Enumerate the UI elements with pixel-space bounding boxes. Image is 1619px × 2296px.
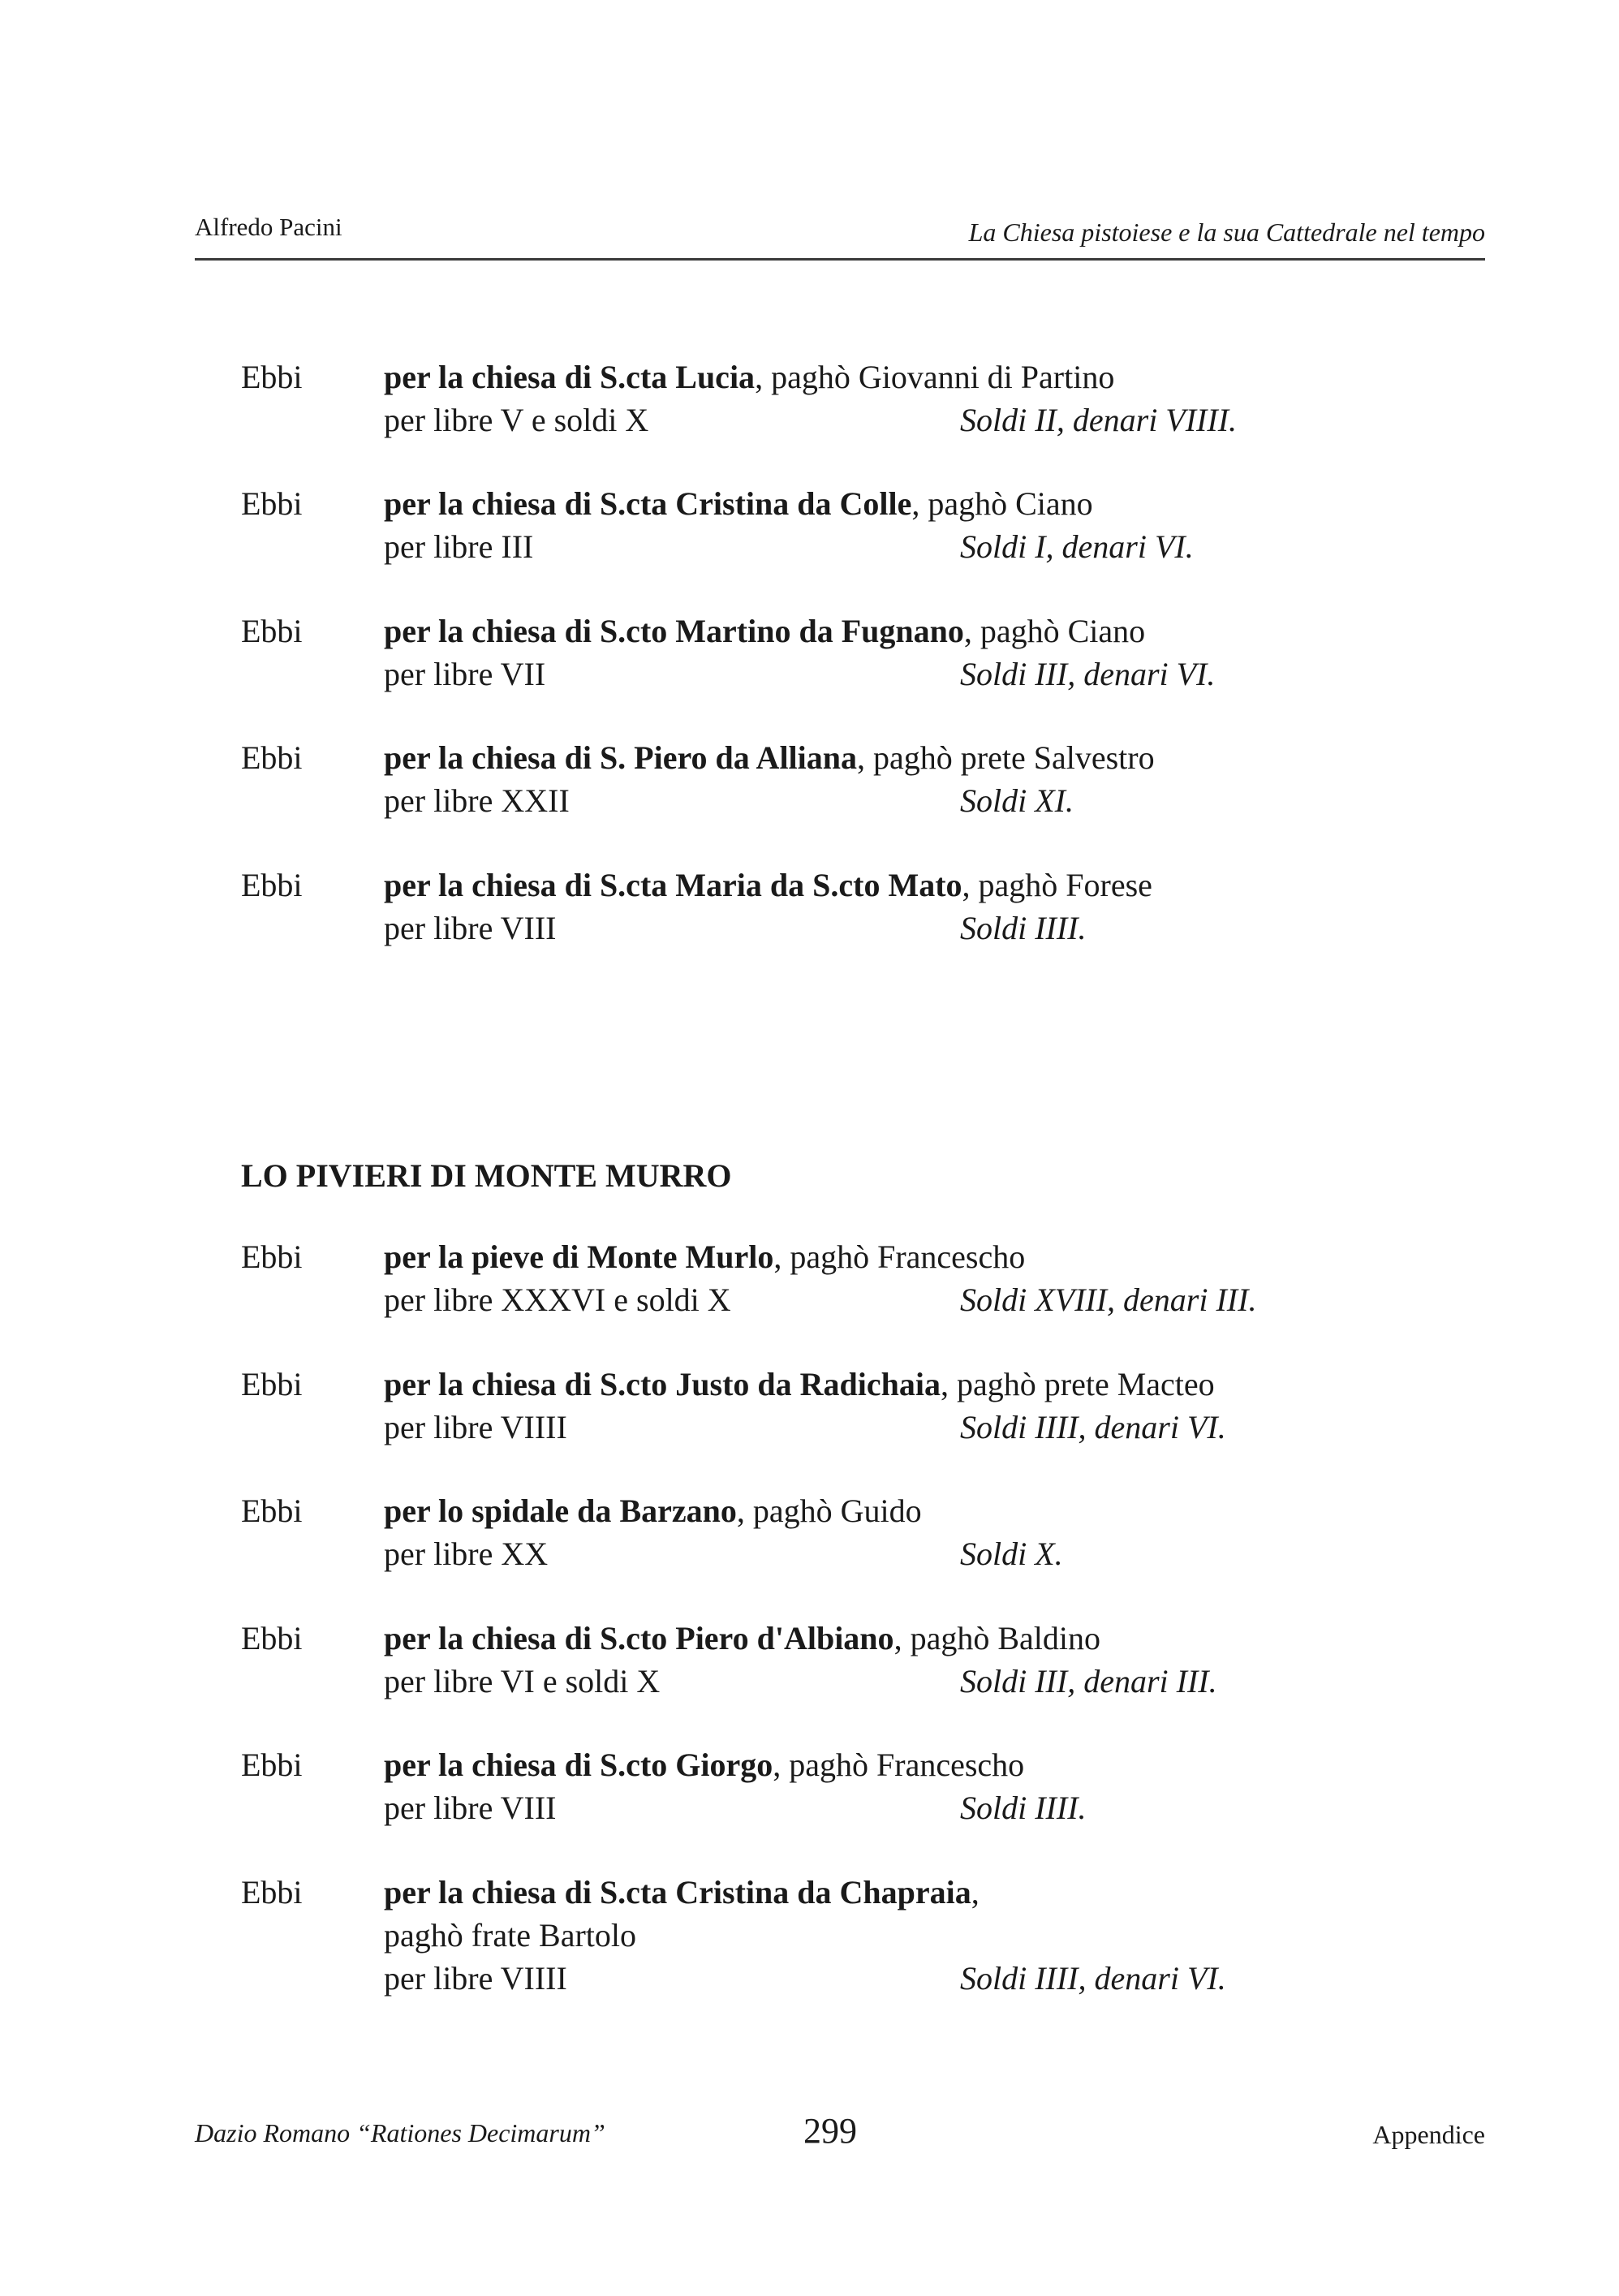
footer-section: Appendice: [1372, 2120, 1485, 2149]
entry-detail-text: per libre VIIII: [384, 1409, 567, 1445]
entry-heading-line: [384, 1363, 1471, 1406]
running-footer: [195, 2110, 1485, 2159]
entry-detail-text: per libre VIII: [384, 1790, 557, 1826]
entry-heading-line: [384, 1743, 1471, 1786]
entry-amount: Soldi IIII.: [960, 910, 1087, 946]
entry-label: Ebbi: [241, 1874, 303, 1910]
entry-amount: Soldi III, denari III.: [960, 1663, 1217, 1699]
entry-intro: per la chiesa di: [384, 1366, 592, 1402]
church-name: S.cto Giorgo: [599, 1747, 773, 1783]
entry-detail-line: [384, 1786, 1471, 1829]
payer: , paghò Ciano: [963, 613, 1146, 649]
entry-label: Ebbi: [241, 1620, 303, 1656]
entry-detail-text: per libre VIIII: [384, 1960, 567, 1997]
entry-intro: per la chiesa di: [384, 867, 592, 903]
payer: , paghò Forese: [962, 867, 1152, 903]
entry-text: [384, 1617, 1471, 1703]
entry-detail-text: per libre XX: [384, 1536, 549, 1572]
entry-text: [384, 1743, 1471, 1829]
section-title: LO PIVIERI DI MONTE MURRO: [241, 1157, 732, 1194]
payer: , paghò prete Salvestro: [857, 739, 1155, 776]
entry-text: [384, 864, 1471, 950]
church-name: S.cta Cristina da Colle: [599, 485, 912, 522]
entry-detail-line: [384, 1532, 1471, 1575]
entry-amount: Soldi XVIII, denari III.: [960, 1282, 1257, 1318]
entry-amount: Soldi X.: [960, 1536, 1063, 1572]
entry-detail-line: [384, 1278, 1471, 1321]
payer: , paghò Francescho: [773, 1238, 1026, 1275]
entry-heading-line: [384, 864, 1471, 907]
entry-intro: per la chiesa di: [384, 1747, 592, 1783]
entry-text: [384, 1489, 1471, 1575]
entry-intro: per lo spidale da: [384, 1493, 612, 1529]
entry-detail-line: [384, 653, 1471, 696]
entry-heading-line: [384, 1871, 1471, 1914]
entry-intro: per la chiesa di: [384, 485, 592, 522]
church-name: S.cto Justo da Radichaia: [599, 1366, 941, 1402]
entry-label: Ebbi: [241, 1238, 303, 1275]
entry-amount: Soldi XI.: [960, 782, 1074, 819]
entry-detail-line: [384, 1957, 1471, 2000]
church-name: Monte Murlo: [587, 1238, 774, 1275]
entry-detail-line: [384, 1914, 1471, 1957]
payer: , paghò prete Macteo: [941, 1366, 1215, 1402]
entry-detail-text: paghò frate Bartolo: [384, 1917, 636, 1954]
entry-intro: per la chiesa di: [384, 613, 592, 649]
entry-amount: Soldi IIII, denari VI.: [960, 1960, 1226, 1997]
entry-detail-text: per libre VI e soldi X: [384, 1663, 661, 1699]
entry-detail-line: [384, 779, 1471, 822]
entry-amount: Soldi II, denari VIIII.: [960, 402, 1238, 438]
entry-detail-text: per libre V e soldi X: [384, 402, 649, 438]
church-name: S.cta Lucia: [599, 359, 756, 395]
entry-amount: Soldi I, denari VI.: [960, 528, 1194, 565]
entry-heading-line: [384, 610, 1471, 653]
church-name: S.cto Piero d'Albiano: [599, 1620, 894, 1656]
entry-heading-line: [384, 482, 1471, 525]
entry-label: Ebbi: [241, 739, 303, 776]
entry-label: Ebbi: [241, 613, 303, 649]
entry-heading-line: [384, 736, 1471, 779]
entry-label: Ebbi: [241, 1366, 303, 1402]
entry-detail-line: [384, 525, 1471, 568]
entry-amount: Soldi III, denari VI.: [960, 656, 1216, 692]
entry-text: [384, 736, 1471, 822]
entry-detail-line: [384, 398, 1471, 442]
entry-label: Ebbi: [241, 1493, 303, 1529]
entry-detail-line: [384, 1406, 1471, 1449]
entry-detail-text: per libre XXII: [384, 782, 570, 819]
payer: , paghò Giovanni di Partino: [755, 359, 1115, 395]
entry-heading-line: [384, 1235, 1471, 1278]
payer: , paghò Francescho: [773, 1747, 1025, 1783]
church-name: S. Piero da Alliana: [599, 739, 858, 776]
footer-series-title: Dazio Romano “Rationes Decimarum”: [195, 2118, 605, 2147]
entry-intro: per la chiesa di: [384, 359, 592, 395]
entry-text: [384, 482, 1471, 568]
entry-label: Ebbi: [241, 867, 303, 903]
entry-intro: per la chiesa di: [384, 1874, 592, 1910]
page-number: 299: [803, 2111, 857, 2151]
entry-amount: Soldi IIII, denari VI.: [960, 1409, 1226, 1445]
entry-detail-text: per libre VII: [384, 656, 546, 692]
entry-text: [384, 355, 1471, 442]
payer: , paghò Ciano: [911, 485, 1093, 522]
entry-label: Ebbi: [241, 1747, 303, 1783]
entry-intro: per la chiesa di: [384, 1620, 592, 1656]
entry-intro: per la chiesa di: [384, 739, 592, 776]
entry-text: [384, 1871, 1471, 2000]
header-book-title: La Chiesa pistoiese e la sua Cattedrale nel tempo: [968, 218, 1485, 247]
entry-label: Ebbi: [241, 485, 303, 522]
church-name: S.cto Martino da Fugnano: [599, 613, 964, 649]
entry-detail-text: per libre XXXVI e soldi X: [384, 1282, 731, 1318]
entry-text: [384, 1235, 1471, 1321]
header-author: Alfredo Pacini: [195, 213, 342, 241]
church-name: S.cta Maria da S.cto Mato: [599, 867, 962, 903]
entry-heading-line: [384, 355, 1471, 398]
entry-detail-text: per libre VIII: [384, 910, 557, 946]
entry-text: [384, 1363, 1471, 1449]
running-header: [195, 213, 1485, 261]
payer: ,: [971, 1874, 980, 1910]
church-name: S.cta Cristina da Chapraia: [599, 1874, 971, 1910]
entry-detail-line: [384, 907, 1471, 950]
payer: , paghò Baldino: [893, 1620, 1100, 1656]
entry-amount: Soldi IIII.: [960, 1790, 1087, 1826]
entry-detail-line: [384, 1660, 1471, 1703]
entry-text: [384, 610, 1471, 696]
entry-detail-text: per libre III: [384, 528, 534, 565]
church-name: Barzano: [619, 1493, 737, 1529]
payer: , paghò Guido: [736, 1493, 922, 1529]
entry-heading-line: [384, 1489, 1471, 1532]
entry-intro: per la pieve di: [384, 1238, 579, 1275]
entry-heading-line: [384, 1617, 1471, 1660]
entry-label: Ebbi: [241, 359, 303, 395]
